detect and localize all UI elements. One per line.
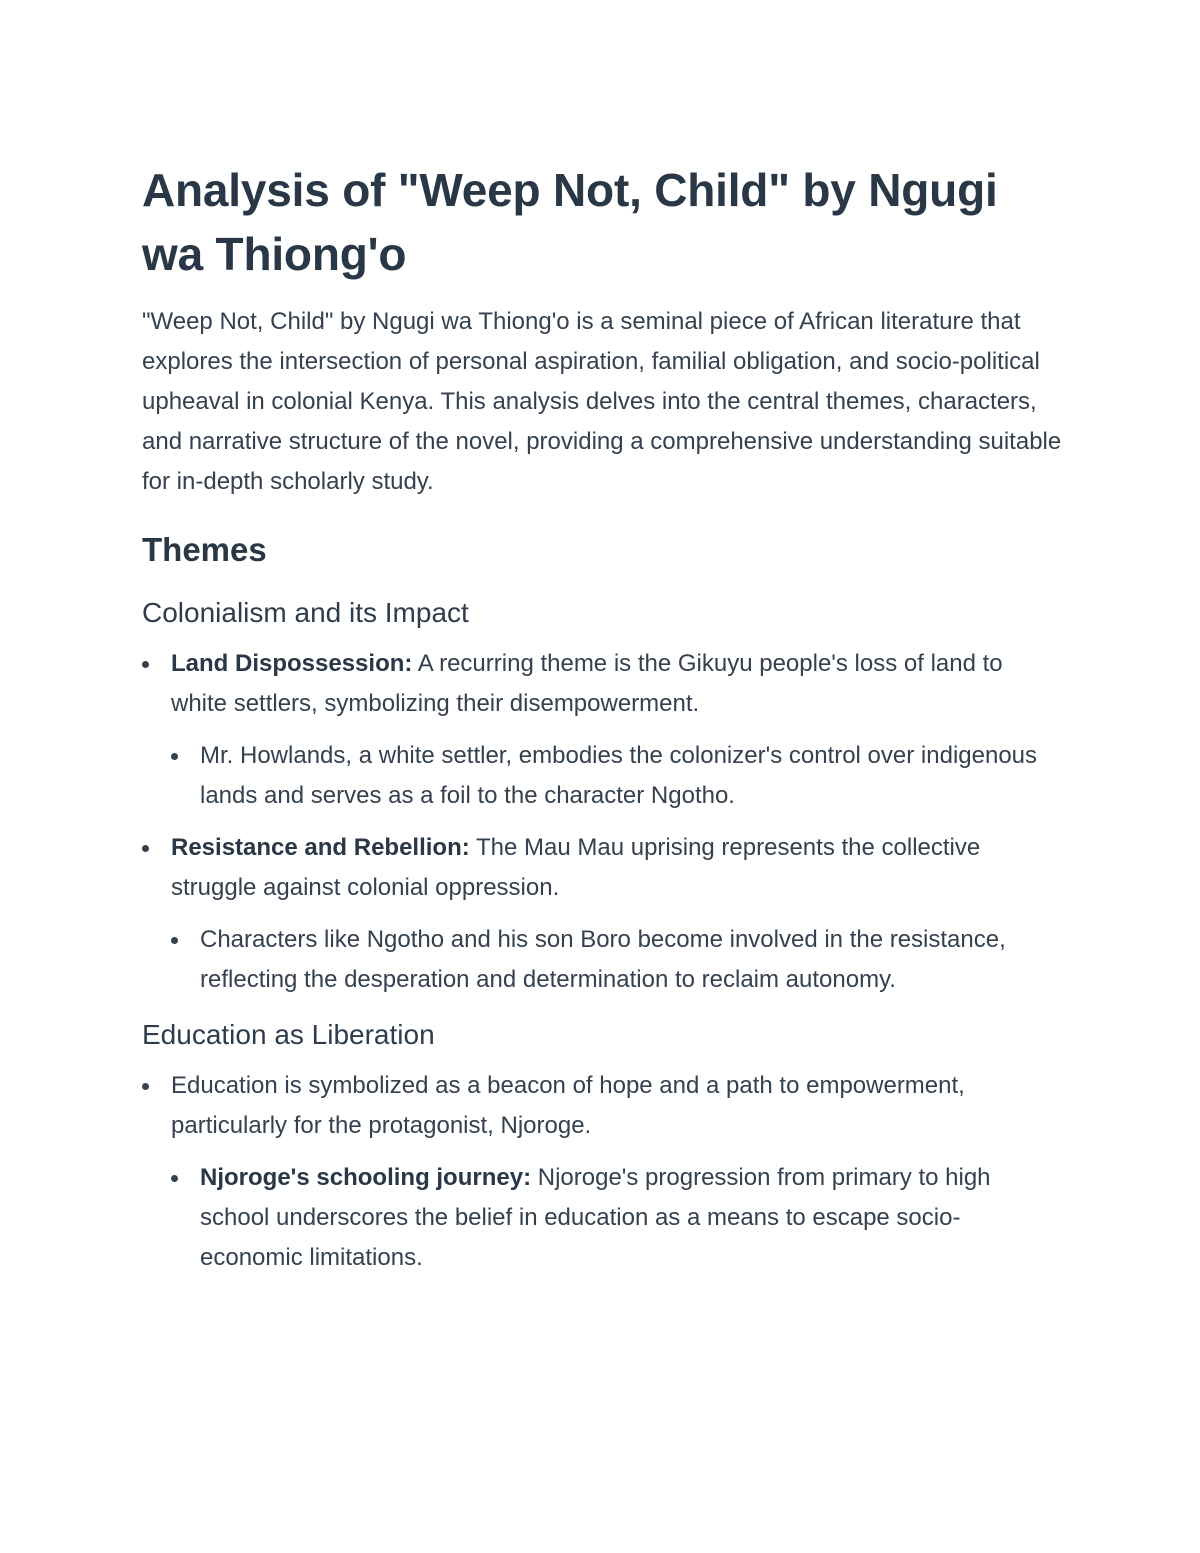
list-item-term: Land Dispossession: <box>171 650 413 677</box>
list-item-text: The Mau Mau uprising represents the collective struggle against colonial oppression. <box>171 834 981 901</box>
education-list <box>142 1066 1062 1278</box>
list-item-land-dispossession <box>142 644 1062 816</box>
bullet-icon <box>142 661 149 668</box>
list-item-mr-howlands <box>171 736 1062 816</box>
list-item-term: Njoroge's schooling journey: <box>200 1164 532 1191</box>
bullet-icon <box>142 845 149 852</box>
list-item-text: Education is symbolized as a beacon of hope and a path to empowerment, particularly for the protagonist, Njoroge. <box>171 1072 965 1139</box>
subsection-heading-colonialism: Colonialism and its Impact <box>142 597 469 628</box>
bullet-icon <box>171 937 178 944</box>
list-item-ngotho-boro <box>171 920 1062 1000</box>
list-item-term: Resistance and Rebellion: <box>171 834 470 861</box>
resistance-sublist <box>171 920 1062 1000</box>
list-item-resistance-rebellion <box>142 828 1062 1000</box>
colonialism-list <box>142 644 1062 1000</box>
list-item-text: Characters like Ngotho and his son Boro become involved in the resistance, reflecting the desperation and determination to reclaim autonomy. <box>200 926 1006 993</box>
land-dispossession-sublist <box>171 736 1062 816</box>
list-item-text: Mr. Howlands, a white settler, embodies the colonizer's control over indigenous lands and serves as a foil to the character Ngotho. <box>200 742 1038 809</box>
intro-paragraph: "Weep Not, Child" by Ngugi wa Thiong'o is a seminal piece of African literature that explores the intersection of personal aspiration, familial obligation, and socio-political upheaval in colonial Kenya. This analysis delves into the central themes, characters, and narrative structure of the novel, providing a comprehensive understanding suitable for in-depth scholarly study. <box>142 308 1062 495</box>
section-heading-themes: Themes <box>142 531 267 568</box>
list-item-schooling-journey <box>171 1158 1062 1278</box>
list-item-text: A recurring theme is the Gikuyu people's loss of land to white settlers, symbolizing their disempowerment. <box>171 650 1003 717</box>
bullet-icon <box>171 753 178 760</box>
list-item-text: Njoroge's progression from primary to high school underscores the belief in education as a means to escape socio-economic limitations. <box>200 1164 991 1271</box>
list-item-education-hope <box>142 1066 1062 1278</box>
subsection-heading-education: Education as Liberation <box>142 1019 435 1050</box>
bullet-icon <box>142 1083 149 1090</box>
education-sublist <box>171 1158 1062 1278</box>
bullet-icon <box>171 1175 178 1182</box>
document-title: Analysis of "Weep Not, Child" by Ngugi wa Thiong'o <box>142 164 998 280</box>
document-page <box>142 158 1062 1290</box>
